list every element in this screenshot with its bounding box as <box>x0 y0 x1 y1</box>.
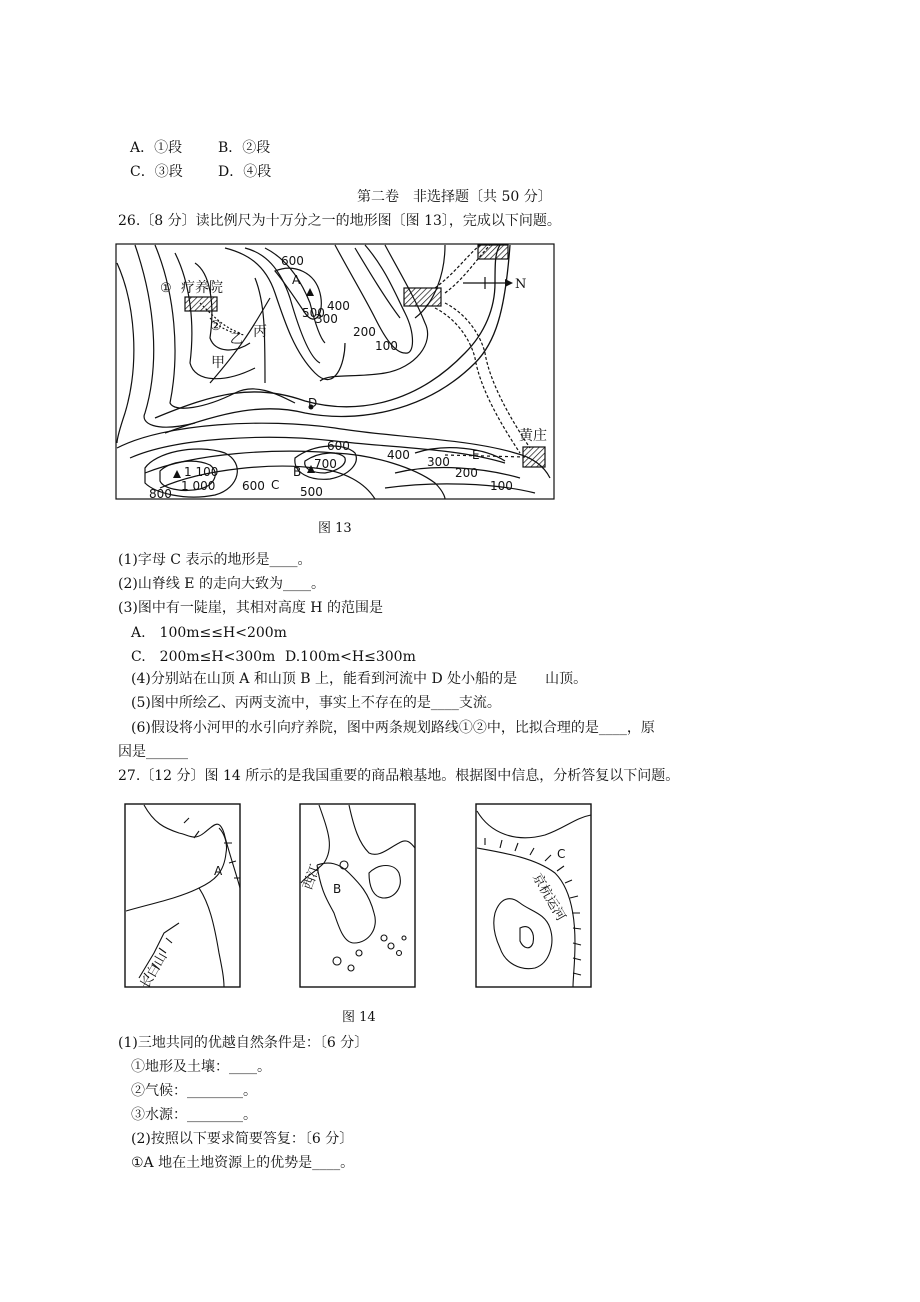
region-b-label: B <box>333 882 342 896</box>
contour-400b-label: 400 <box>387 448 410 462</box>
contour-400-label: 400 <box>327 299 350 313</box>
river-line <box>349 805 415 854</box>
island-line <box>369 866 400 899</box>
contour-100-label: 100 <box>375 339 398 353</box>
region-c-label: C <box>557 847 566 861</box>
contour-300-label: 300 <box>315 312 338 326</box>
contour-line <box>415 245 445 318</box>
contour-200b-label: 200 <box>455 466 478 480</box>
sanatorium-label: 疗养院 <box>181 280 223 296</box>
road-line <box>435 308 520 453</box>
island-line <box>356 950 362 956</box>
point-d-label: D <box>308 396 318 410</box>
region-a-label: A <box>214 864 223 878</box>
contour-line <box>355 248 400 318</box>
figure-14-map-a <box>124 803 242 992</box>
river-jia-label: 甲 <box>211 355 225 371</box>
island-line <box>402 936 406 940</box>
contour-500-label: 500 <box>302 306 325 320</box>
contour-1100-label: 1 100 <box>184 465 219 479</box>
q25-option-c: C．③段 <box>130 164 183 180</box>
tributary-yi-label: 乙 <box>230 332 244 347</box>
ridge-line-e <box>445 455 525 457</box>
figure-13-caption: 图 13 <box>318 521 352 536</box>
coast-line <box>317 863 375 943</box>
q26-stem: 26.〔8 分〕读比例尺为十万分之一的地形图〔图 13〕，完成以下问题。 <box>118 213 561 229</box>
island-line <box>381 935 387 941</box>
contour-800-label: 800 <box>149 487 172 501</box>
q25-option-d: D．④段 <box>218 164 272 180</box>
q27-sub2: (2)按照以下要求简要答复：〔6 分〕 <box>131 1131 354 1147</box>
figure-14-map-b <box>299 803 417 989</box>
point-a-label: A <box>292 273 301 287</box>
contour-200-label: 200 <box>353 325 376 339</box>
border-line <box>144 805 240 888</box>
contour-600-label: 600 <box>281 254 304 268</box>
figure-14-caption: 图 14 <box>342 1010 376 1025</box>
contour-300b-label: 300 <box>427 455 450 469</box>
lake-island-line <box>520 927 533 948</box>
river-line <box>199 888 224 987</box>
xijiang-label: 西江 <box>300 862 324 893</box>
contour-700-label: 700 <box>314 457 337 471</box>
island-line <box>333 957 341 965</box>
peak-west-icon <box>173 470 181 478</box>
q27-stem: 27.〔12 分〕图 14 所示的是我国重要的商品粮基地。根据图中信息，分析答复以下问题。 <box>118 768 680 784</box>
jinghang-canal-label: 京杭运河 <box>529 871 569 924</box>
island-line <box>388 943 394 949</box>
q26-sub3: (3)图中有一陡崖，其相对高度 H 的范围是 <box>118 600 383 616</box>
tributary-bing-label: 丙 <box>253 324 267 340</box>
q26-sub6: (6)假设将小河甲的水引向疗养院，图中两条规划路线①②中，比拟合理的是____，原 <box>131 720 655 736</box>
q27-sub1-c: ③水源：________。 <box>131 1107 257 1123</box>
settlement-marker <box>478 245 508 259</box>
q26-sub3-option-a: A. 100m≤≤H<200m <box>131 625 287 641</box>
river-line <box>126 828 227 911</box>
settlement-marker <box>404 288 441 306</box>
huangzhuang-marker <box>523 447 545 467</box>
contour-line <box>117 263 134 443</box>
q26-sub6-cont: 因是______ <box>118 744 188 760</box>
huangzhuang-label: 黄庄 <box>519 428 547 444</box>
q26-sub4: (4)分别站在山顶 A 和山顶 B 上，能看到河流中 D 处小船的是 山顶。 <box>131 671 588 687</box>
changbaishan-label: 长白山 <box>138 950 171 992</box>
island-line <box>397 951 402 956</box>
route-2-label: ② <box>210 319 222 334</box>
contour-600b-label: 600 <box>327 439 350 453</box>
q26-sub2: (2)山脊线 E 的走向大致为____。 <box>118 576 325 592</box>
q25-option-b: B．②段 <box>218 140 271 156</box>
point-b-label: B <box>293 465 302 479</box>
contour-100b-label: 100 <box>490 479 513 493</box>
road-line <box>445 303 530 448</box>
contour-line <box>155 245 235 408</box>
route-1-label: ① <box>160 281 172 296</box>
q26-sub3-option-c: C. 200m≤H<300m <box>131 649 276 665</box>
contour-600c-label: 600 <box>242 479 265 493</box>
ridge-e-label: E <box>472 448 480 462</box>
coast-line <box>477 811 591 838</box>
q26-sub5: (5)图中所绘乙、丙两支流中，事实上不存在的是____支流。 <box>131 695 501 711</box>
canal-ticks <box>485 838 581 975</box>
q27-sub1: (1)三地共同的优越自然条件是：〔6 分〕 <box>118 1035 369 1051</box>
section-title: 第二卷 非选择题〔共 50 分〕 <box>357 189 552 205</box>
contour-1000-label: 1 000 <box>181 479 216 493</box>
q27-sub1-b: ②气候：________。 <box>131 1083 257 1099</box>
river-line <box>165 245 510 433</box>
peak-a-icon <box>306 288 314 296</box>
figure-13-topographic-map <box>115 243 557 501</box>
q25-option-a: A．①段 <box>130 140 183 156</box>
q27-sub1-a: ①地形及土壤：____。 <box>131 1059 271 1075</box>
lake-line <box>494 899 552 969</box>
river-line <box>155 245 500 418</box>
figure-14-map-c <box>475 803 593 989</box>
q26-sub3-option-d: D.100m<H≤300m <box>285 649 416 665</box>
contour-500b-label: 500 <box>300 485 323 499</box>
north-label: N <box>515 277 527 292</box>
island-line <box>340 861 348 869</box>
q27-sub2-a: ①A 地在土地资源上的优势是____。 <box>131 1155 355 1171</box>
north-arrow-head-icon <box>505 279 513 287</box>
island-line <box>348 965 354 971</box>
sanatorium-marker <box>185 297 217 311</box>
q26-sub1: (1)字母 C 表示的地形是____。 <box>118 552 312 568</box>
point-c-label: C <box>271 478 280 492</box>
